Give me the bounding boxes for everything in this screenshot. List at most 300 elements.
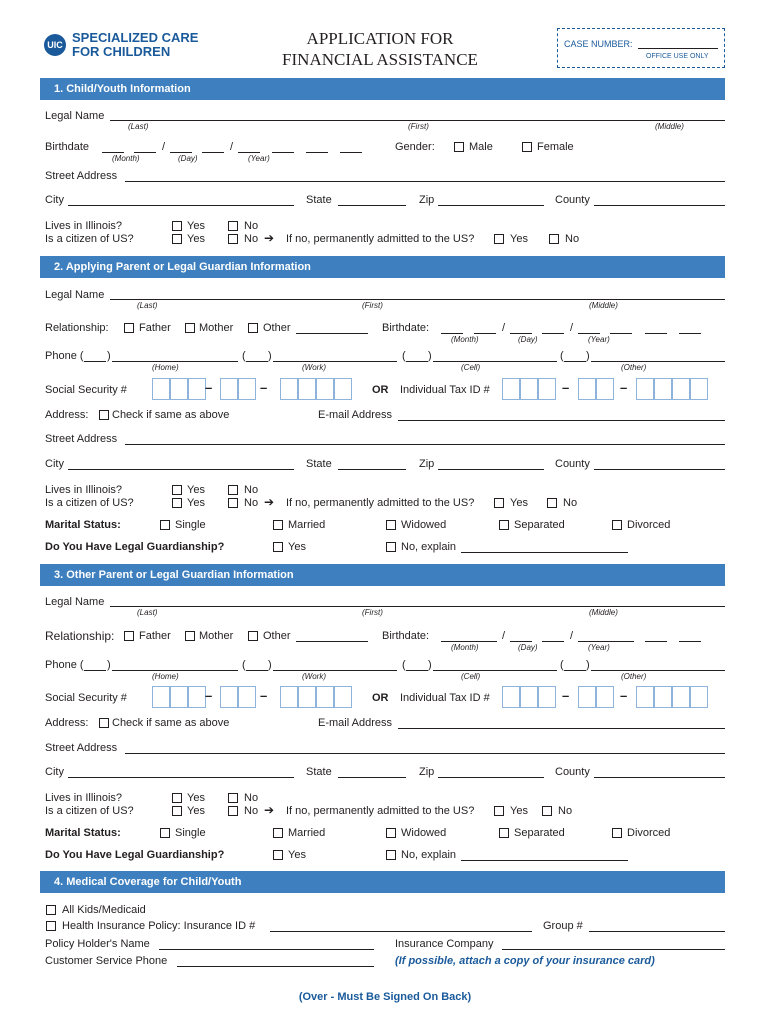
- s2-mother-label: Mother: [199, 322, 234, 334]
- s3-ssn-box[interactable]: [298, 686, 316, 708]
- s3-il-no-checkbox[interactable]: [228, 793, 238, 803]
- s3-cit-no-label: No: [244, 805, 259, 817]
- s4-company-label: Insurance Company: [395, 938, 494, 950]
- s3-cit-no-checkbox[interactable]: [228, 806, 238, 816]
- s2-other-field[interactable]: [296, 333, 368, 334]
- s1-zip-field[interactable]: [438, 205, 544, 206]
- s2-lives-il-label: Lives in Illinois?: [45, 484, 123, 496]
- s2-explain-label: No, explain: [401, 541, 457, 553]
- s3-divorced-label: Divorced: [627, 827, 671, 839]
- s3-state-field[interactable]: [338, 777, 406, 778]
- s1-street-field[interactable]: [125, 181, 725, 182]
- s4-group-label: Group #: [543, 920, 583, 932]
- s1-citizen-label: Is a citizen of US?: [45, 233, 134, 245]
- s3-itin-box[interactable]: [578, 686, 596, 708]
- s2-itin-box[interactable]: [672, 378, 690, 400]
- s1-state-field[interactable]: [338, 205, 406, 206]
- s1-birthdate-label: Birthdate: [45, 141, 90, 153]
- s1-bd-year-4[interactable]: [340, 152, 362, 153]
- s4-group-field[interactable]: [589, 931, 725, 932]
- s1-day-label: (Day): [178, 154, 198, 163]
- s3-itin-label: Individual Tax ID #: [400, 692, 490, 704]
- s1-cit-yes-label: Yes: [187, 233, 205, 245]
- s3-father-label: Father: [139, 630, 171, 642]
- s1-county-label: County: [555, 194, 590, 206]
- s1-cit-no-checkbox[interactable]: [228, 234, 238, 244]
- s2-phone-home[interactable]: [112, 361, 238, 362]
- s1-bd-day-1[interactable]: [170, 152, 192, 153]
- s4-allkids-label: All Kids/Medicaid: [62, 904, 146, 916]
- s3-itin-box[interactable]: [596, 686, 614, 708]
- section-4-header: [40, 871, 725, 893]
- s2-itin-box[interactable]: [578, 378, 596, 400]
- s2-perm-no-checkbox[interactable]: [547, 498, 557, 508]
- s3-separated-label: Separated: [514, 827, 565, 839]
- s2-phone-other-area[interactable]: [564, 361, 586, 362]
- dash: –: [205, 688, 213, 703]
- s2-guard-yes-label: Yes: [288, 541, 306, 553]
- s3-county-field[interactable]: [594, 777, 725, 778]
- s4-hip-label: Health Insurance Policy: Insurance ID #: [62, 920, 256, 932]
- s1-county-field[interactable]: [594, 205, 725, 206]
- s3-itin-box[interactable]: [690, 686, 708, 708]
- s2-il-yes-label: Yes: [187, 484, 205, 496]
- s2-phone-other[interactable]: [591, 361, 725, 362]
- s2-guard-no-checkbox[interactable]: [386, 542, 396, 552]
- slash: /: [570, 322, 574, 334]
- paren: (: [402, 350, 406, 362]
- s2-divorced-checkbox[interactable]: [612, 520, 622, 530]
- s3-ssn-box[interactable]: [280, 686, 298, 708]
- s2-itin-box[interactable]: [636, 378, 654, 400]
- s3-single-label: Single: [175, 827, 206, 839]
- arrow-icon: ➔: [264, 495, 275, 509]
- s3-explain-label: No, explain: [401, 849, 457, 861]
- s3-cit-yes-checkbox[interactable]: [172, 806, 182, 816]
- s2-guard-yes-checkbox[interactable]: [273, 542, 283, 552]
- s1-legal-name-label: Legal Name: [45, 110, 105, 122]
- s2-perm-no-label: No: [563, 497, 578, 509]
- s2-last-label: (Last): [137, 301, 158, 310]
- s3-zip-label: Zip: [419, 766, 435, 778]
- paren: ): [428, 350, 432, 362]
- paren: ): [268, 659, 272, 671]
- s2-ssn-box[interactable]: [170, 378, 188, 400]
- s2-day-label: (Day): [518, 335, 538, 344]
- s2-street-field[interactable]: [125, 444, 725, 445]
- s3-address-label: Address:: [45, 717, 89, 729]
- dash: –: [620, 380, 628, 395]
- s1-city-field[interactable]: [68, 205, 294, 206]
- dash: –: [562, 688, 570, 703]
- s3-citizen-label: Is a citizen of US?: [45, 805, 134, 817]
- s1-bd-month-2[interactable]: [134, 152, 156, 153]
- s2-ssn-box[interactable]: [334, 378, 352, 400]
- s2-ssn-box[interactable]: [238, 378, 256, 400]
- s3-itin-box[interactable]: [654, 686, 672, 708]
- s2-other-label: Other: [263, 322, 291, 334]
- s2-mother-checkbox[interactable]: [185, 323, 195, 333]
- s3-or-label: OR: [372, 692, 389, 704]
- s1-male-label: Male: [469, 141, 493, 153]
- s2-other-phone-label: (Other): [621, 363, 647, 372]
- s2-ssn-box[interactable]: [220, 378, 238, 400]
- s3-email-field[interactable]: [398, 728, 725, 729]
- s1-male-checkbox[interactable]: [454, 142, 464, 152]
- paren: (: [560, 659, 564, 671]
- s1-month-label: (Month): [112, 154, 140, 163]
- s2-phone-cell-area[interactable]: [406, 361, 428, 362]
- s2-il-no-checkbox[interactable]: [228, 485, 238, 495]
- s1-gender-label: Gender:: [395, 141, 435, 153]
- s1-bd-month-1[interactable]: [102, 152, 124, 153]
- s2-single-checkbox[interactable]: [160, 520, 170, 530]
- dash: –: [562, 380, 570, 395]
- section-1-header: [40, 78, 725, 100]
- s3-perm-label: If no, permanently admitted to the US?: [286, 805, 475, 817]
- case-number-label: CASE NUMBER:: [564, 39, 633, 49]
- s2-ssn-box[interactable]: [298, 378, 316, 400]
- s3-itin-box[interactable]: [636, 686, 654, 708]
- s2-explain-field[interactable]: [461, 552, 628, 553]
- section-3-title: 3. Other Parent or Legal Guardian Information: [54, 569, 294, 581]
- s1-zip-label: Zip: [419, 194, 435, 206]
- slash: /: [502, 630, 506, 642]
- dash: –: [205, 380, 213, 395]
- s3-other-label: Other: [263, 630, 291, 642]
- s3-cell-label: (Cell): [461, 672, 481, 681]
- s3-other-checkbox[interactable]: [248, 631, 258, 641]
- s2-ssn-box[interactable]: [188, 378, 206, 400]
- paren: (: [242, 350, 246, 362]
- s3-perm-yes-checkbox[interactable]: [494, 806, 504, 816]
- s1-legal-name-field[interactable]: [110, 120, 725, 121]
- s3-widowed-label: Widowed: [401, 827, 447, 839]
- s3-street-label: Street Address: [45, 742, 118, 754]
- s4-holder-field[interactable]: [159, 949, 374, 950]
- s3-itin-box[interactable]: [538, 686, 556, 708]
- s2-bd-y2[interactable]: [610, 333, 632, 334]
- s3-bd-month[interactable]: [441, 641, 497, 642]
- s3-guard-yes-checkbox[interactable]: [273, 850, 283, 860]
- s2-perm-yes-label: Yes: [510, 497, 528, 509]
- s2-itin-box[interactable]: [596, 378, 614, 400]
- slash: /: [570, 630, 574, 642]
- s3-phone-work[interactable]: [273, 670, 397, 671]
- s3-same-checkbox[interactable]: [99, 718, 109, 728]
- s2-city-label: City: [45, 458, 64, 470]
- slash: /: [230, 141, 234, 153]
- s1-state-label: State: [306, 194, 332, 206]
- case-number-box: [557, 28, 725, 68]
- s3-ssn-label: Social Security #: [45, 692, 127, 704]
- s3-phone-cell-area[interactable]: [406, 670, 428, 671]
- s1-last-label: (Last): [128, 122, 149, 131]
- s1-il-no-checkbox[interactable]: [228, 221, 238, 231]
- s2-itin-box[interactable]: [690, 378, 708, 400]
- s2-bd-y3[interactable]: [645, 333, 667, 334]
- s3-marital-label: Marital Status:: [45, 827, 121, 839]
- s2-work-label: (Work): [302, 363, 326, 372]
- s2-widowed-checkbox[interactable]: [386, 520, 396, 530]
- s2-bd-m2[interactable]: [474, 333, 496, 334]
- s3-guard-no-checkbox[interactable]: [386, 850, 396, 860]
- s1-perm-yes-label: Yes: [510, 233, 528, 245]
- s3-bd-d1[interactable]: [510, 641, 532, 642]
- s3-relationship-label: Relationship:: [45, 629, 115, 643]
- s2-cit-yes-checkbox[interactable]: [172, 498, 182, 508]
- s3-bd-d2[interactable]: [542, 641, 564, 642]
- s2-first-label: (First): [362, 301, 383, 310]
- s3-bd-y12[interactable]: [578, 641, 634, 642]
- paren: ): [586, 350, 590, 362]
- s2-widowed-label: Widowed: [401, 519, 447, 531]
- case-number-field[interactable]: [638, 48, 718, 49]
- s2-il-yes-checkbox[interactable]: [172, 485, 182, 495]
- s4-company-field[interactable]: [502, 949, 725, 950]
- paren: (: [560, 350, 564, 362]
- s1-cit-no-label: No: [244, 233, 259, 245]
- s2-ssn-box[interactable]: [316, 378, 334, 400]
- s1-bd-day-2[interactable]: [202, 152, 224, 153]
- s3-phone-other[interactable]: [591, 670, 725, 671]
- s1-perm-yes-checkbox[interactable]: [494, 234, 504, 244]
- s1-il-yes-checkbox[interactable]: [172, 221, 182, 231]
- arrow-icon: ➔: [264, 803, 275, 817]
- s1-year-label: (Year): [248, 154, 270, 163]
- s1-lives-il-label: Lives in Illinois?: [45, 220, 123, 232]
- s2-city-field[interactable]: [68, 469, 294, 470]
- s3-single-checkbox[interactable]: [160, 828, 170, 838]
- s3-married-label: Married: [288, 827, 326, 839]
- s3-home-label: (Home): [152, 672, 179, 681]
- s1-middle-label: (Middle): [655, 122, 684, 131]
- s2-same-checkbox[interactable]: [99, 410, 109, 420]
- s1-city-label: City: [45, 194, 64, 206]
- s2-relationship-label: Relationship:: [45, 322, 109, 334]
- s2-state-field[interactable]: [338, 469, 406, 470]
- s3-day-label: (Day): [518, 643, 538, 652]
- s4-attach-note: (If possible, attach a copy of your insurance card): [395, 955, 655, 967]
- s2-county-field[interactable]: [594, 469, 725, 470]
- s2-or-label: OR: [372, 384, 389, 396]
- s1-perm-label: If no, permanently admitted to the US?: [286, 233, 475, 245]
- s3-last-label: (Last): [137, 608, 158, 617]
- s3-divorced-checkbox[interactable]: [612, 828, 622, 838]
- s2-email-field[interactable]: [398, 420, 725, 421]
- s2-itin-box[interactable]: [538, 378, 556, 400]
- s2-same-label: Check if same as above: [112, 409, 230, 421]
- s3-mother-label: Mother: [199, 630, 234, 642]
- s2-address-label: Address:: [45, 409, 89, 421]
- s2-other-checkbox[interactable]: [248, 323, 258, 333]
- office-use-only: OFFICE USE ONLY: [646, 53, 709, 60]
- s3-month-label: (Month): [451, 643, 479, 652]
- s3-father-checkbox[interactable]: [124, 631, 134, 641]
- paren: ): [428, 659, 432, 671]
- s3-phone-home[interactable]: [112, 670, 238, 671]
- s2-email-label: E-mail Address: [318, 409, 392, 421]
- s2-phone-work-area[interactable]: [246, 361, 268, 362]
- s4-hip-checkbox[interactable]: [46, 921, 56, 931]
- s1-female-label: Female: [537, 141, 574, 153]
- s3-ssn-box[interactable]: [188, 686, 206, 708]
- s2-ssn-box[interactable]: [152, 378, 170, 400]
- paren: ): [586, 659, 590, 671]
- s2-bd-y4[interactable]: [679, 333, 701, 334]
- s2-itin-label: Individual Tax ID #: [400, 384, 490, 396]
- s2-street-label: Street Address: [45, 433, 118, 445]
- paren: ): [268, 350, 272, 362]
- s3-explain-field[interactable]: [461, 860, 628, 861]
- section-1-title: 1. Child/Youth Information: [54, 83, 191, 95]
- s1-female-checkbox[interactable]: [522, 142, 532, 152]
- s1-street-label: Street Address: [45, 170, 118, 182]
- s2-father-checkbox[interactable]: [124, 323, 134, 333]
- slash: /: [162, 141, 166, 153]
- s4-insurance-id-field[interactable]: [270, 931, 532, 932]
- s2-zip-field[interactable]: [438, 469, 544, 470]
- slash: /: [502, 322, 506, 334]
- section-2-header: [40, 256, 725, 278]
- s2-middle-label: (Middle): [589, 301, 618, 310]
- s2-itin-box[interactable]: [502, 378, 520, 400]
- s3-phone-cell[interactable]: [433, 670, 557, 671]
- s2-itin-box[interactable]: [520, 378, 538, 400]
- s2-ssn-label: Social Security #: [45, 384, 127, 396]
- s3-itin-box[interactable]: [672, 686, 690, 708]
- s2-phone-label: Phone (: [45, 350, 84, 362]
- s3-ssn-box[interactable]: [220, 686, 238, 708]
- footer-note: (Over - Must Be Signed On Back): [298, 991, 472, 1003]
- s3-city-label: City: [45, 766, 64, 778]
- s3-zip-field[interactable]: [438, 777, 544, 778]
- s3-birthdate-label: Birthdate:: [382, 630, 430, 642]
- s3-cit-yes-label: Yes: [187, 805, 205, 817]
- s2-phone-cell[interactable]: [433, 361, 557, 362]
- s3-guard-yes-label: Yes: [288, 849, 306, 861]
- s1-bd-year-3[interactable]: [306, 152, 328, 153]
- section-4-title: 4. Medical Coverage for Child/Youth: [54, 876, 242, 888]
- s3-mother-checkbox[interactable]: [185, 631, 195, 641]
- s3-ssn-box[interactable]: [238, 686, 256, 708]
- s3-state-label: State: [306, 766, 332, 778]
- s2-bd-d2[interactable]: [542, 333, 564, 334]
- s2-month-label: (Month): [451, 335, 479, 344]
- logo-line1: SPECIALIZED CARE: [72, 30, 199, 45]
- s2-birthdate-label: Birthdate:: [382, 322, 430, 334]
- s1-bd-year-2[interactable]: [272, 152, 294, 153]
- s2-legal-name-label: Legal Name: [45, 289, 105, 301]
- s2-married-checkbox[interactable]: [273, 520, 283, 530]
- s3-ssn-box[interactable]: [152, 686, 170, 708]
- s2-legal-name-field[interactable]: [110, 299, 725, 300]
- s3-il-no-label: No: [244, 792, 259, 804]
- s2-phone-work[interactable]: [273, 361, 397, 362]
- s3-ssn-box[interactable]: [316, 686, 334, 708]
- s4-csphone-field[interactable]: [177, 966, 374, 967]
- page-title-line1: APPLICATION FOR: [306, 29, 454, 48]
- s3-separated-checkbox[interactable]: [499, 828, 509, 838]
- s2-itin-box[interactable]: [654, 378, 672, 400]
- s2-ssn-box[interactable]: [280, 378, 298, 400]
- s3-legal-name-label: Legal Name: [45, 596, 105, 608]
- paren: (: [402, 659, 406, 671]
- s4-holder-label: Policy Holder's Name: [45, 938, 150, 950]
- paren: ): [107, 659, 111, 671]
- s3-phone-work-area[interactable]: [246, 670, 268, 671]
- page-title-line2: FINANCIAL ASSISTANCE: [282, 50, 478, 69]
- s3-itin-box[interactable]: [502, 686, 520, 708]
- s2-married-label: Married: [288, 519, 326, 531]
- s3-ssn-box[interactable]: [334, 686, 352, 708]
- s2-father-label: Father: [139, 322, 171, 334]
- s3-legal-name-field[interactable]: [110, 606, 725, 607]
- s3-il-yes-label: Yes: [187, 792, 205, 804]
- section-3-header: [40, 564, 725, 586]
- s3-phone-other-area[interactable]: [564, 670, 586, 671]
- s2-separated-checkbox[interactable]: [499, 520, 509, 530]
- s2-cit-no-checkbox[interactable]: [228, 498, 238, 508]
- s4-csphone-label: Customer Service Phone: [45, 955, 168, 967]
- s1-il-no-label: No: [244, 220, 259, 232]
- s2-cit-yes-label: Yes: [187, 497, 205, 509]
- s2-guardianship-label: Do You Have Legal Guardianship?: [45, 541, 225, 553]
- s3-lives-il-label: Lives in Illinois?: [45, 792, 123, 804]
- s2-bd-y1[interactable]: [578, 333, 600, 334]
- s2-bd-d1[interactable]: [510, 333, 532, 334]
- s3-married-checkbox[interactable]: [273, 828, 283, 838]
- arrow-icon: ➔: [264, 231, 275, 245]
- s2-single-label: Single: [175, 519, 206, 531]
- s2-perm-yes-checkbox[interactable]: [494, 498, 504, 508]
- s2-bd-m1[interactable]: [441, 333, 463, 334]
- s3-bd-y4[interactable]: [679, 641, 701, 642]
- s3-phone-label: Phone (: [45, 659, 84, 671]
- s4-allkids-checkbox[interactable]: [46, 905, 56, 915]
- s2-cit-no-label: No: [244, 497, 259, 509]
- s1-cit-yes-checkbox[interactable]: [172, 234, 182, 244]
- s3-same-label: Check if same as above: [112, 717, 230, 729]
- s3-perm-no-label: No: [558, 805, 573, 817]
- s3-widowed-checkbox[interactable]: [386, 828, 396, 838]
- s2-marital-label: Marital Status:: [45, 519, 121, 531]
- s3-ssn-box[interactable]: [170, 686, 188, 708]
- s1-perm-no-label: No: [565, 233, 580, 245]
- s2-perm-label: If no, permanently admitted to the US?: [286, 497, 475, 509]
- s3-il-yes-checkbox[interactable]: [172, 793, 182, 803]
- s3-perm-yes-label: Yes: [510, 805, 528, 817]
- s3-other-field[interactable]: [296, 641, 368, 642]
- s1-il-yes-label: Yes: [187, 220, 205, 232]
- s2-citizen-label: Is a citizen of US?: [45, 497, 134, 509]
- s3-county-label: County: [555, 766, 590, 778]
- dash: –: [620, 688, 628, 703]
- s3-year-label: (Year): [588, 643, 610, 652]
- s2-il-no-label: No: [244, 484, 259, 496]
- s3-city-field[interactable]: [68, 777, 294, 778]
- dash: –: [260, 380, 268, 395]
- s3-bd-y3[interactable]: [645, 641, 667, 642]
- s3-itin-box[interactable]: [520, 686, 538, 708]
- s2-phone-home-area[interactable]: [84, 361, 106, 362]
- s3-street-field[interactable]: [125, 753, 725, 754]
- s1-perm-no-checkbox[interactable]: [549, 234, 559, 244]
- s3-email-label: E-mail Address: [318, 717, 392, 729]
- s3-phone-home-area[interactable]: [84, 670, 106, 671]
- s1-bd-year-1[interactable]: [238, 152, 260, 153]
- s3-perm-no-checkbox[interactable]: [542, 806, 552, 816]
